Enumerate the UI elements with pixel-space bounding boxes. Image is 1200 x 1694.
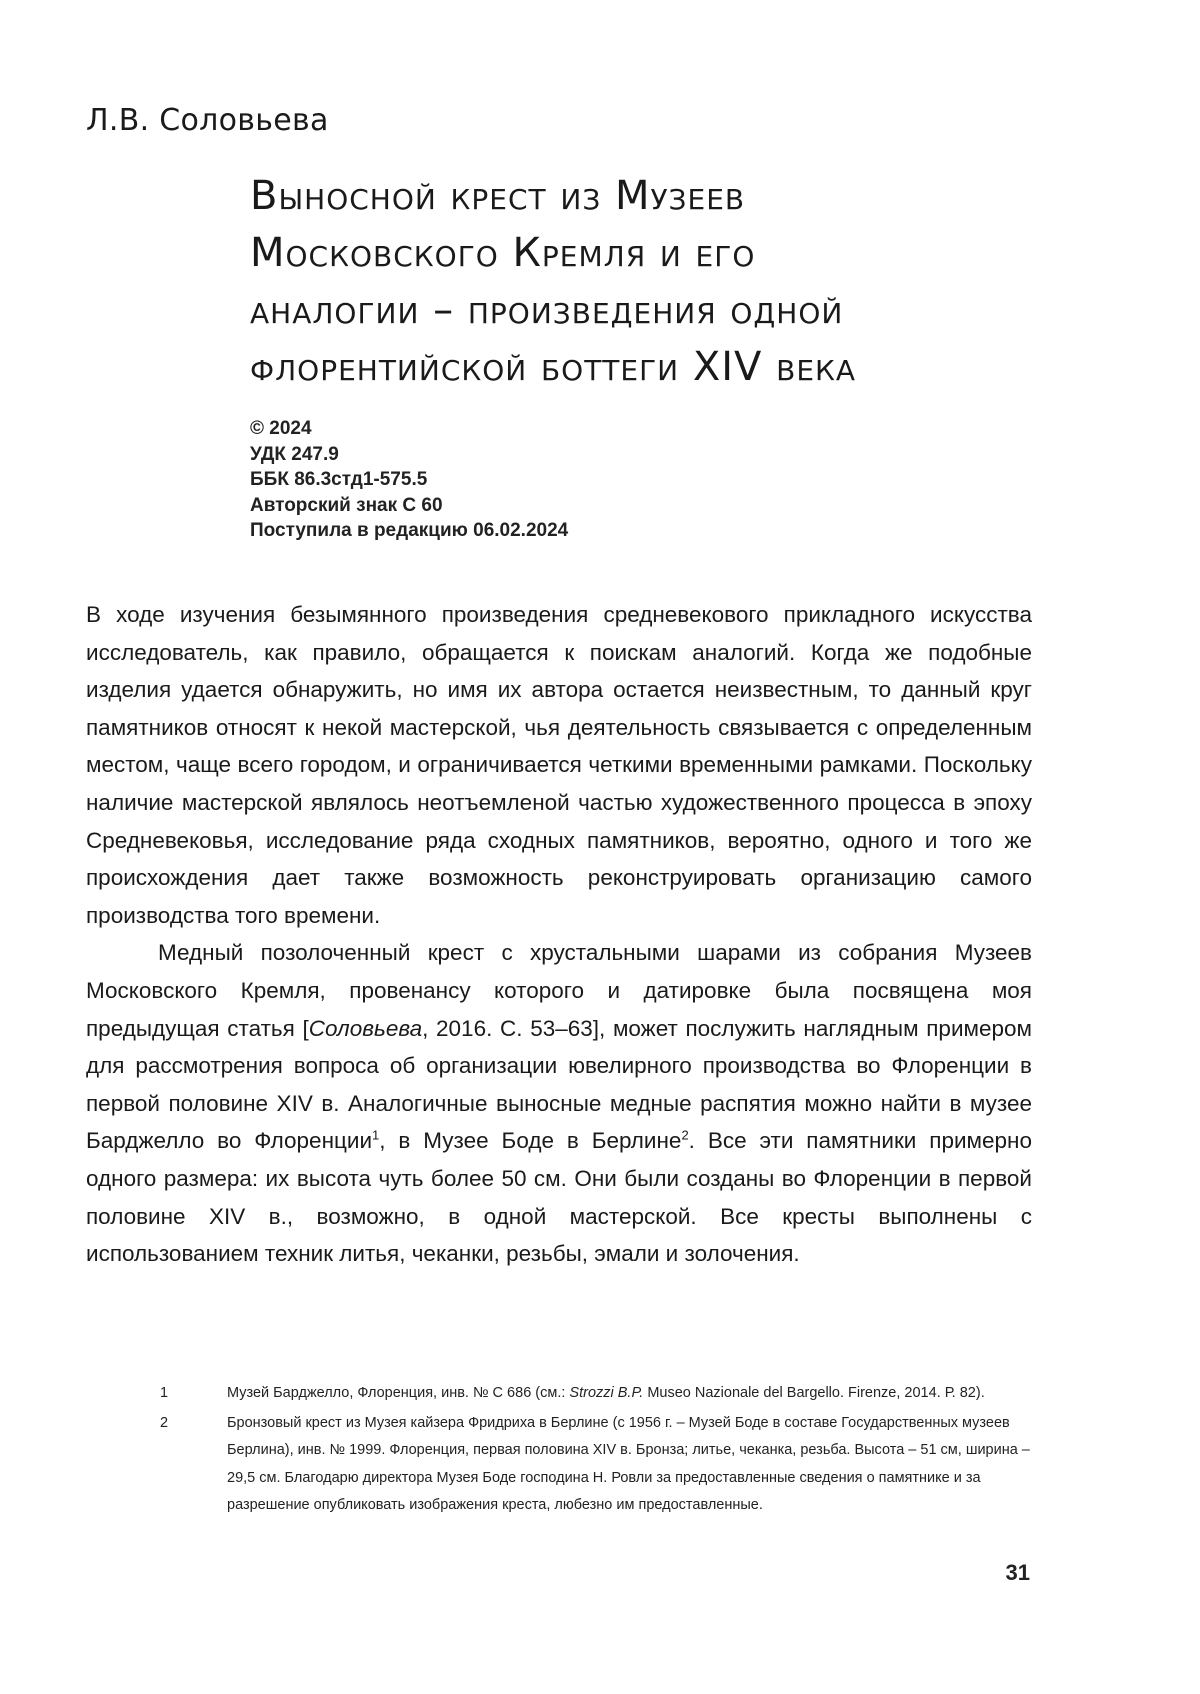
paragraph: В ходе изучения безымянного произведения средневекового прикладного искусства исследователь, как правило, обращается к поискам аналогий. Когда же подобные изделия удается обнаружить, но имя их автора остается неизвестным, то данный круг памятников относят к некой мастерской, чья деятельность связывается с определенным местом, чаще всего городом, и ограничивается четкими временными рамками. Поскольку наличие мастерской являлось неотъемленой частью художественного процесса в эпоху Средневековья, исследование ряда сходных памятников, вероятно, одного и того же происхождения дает также возможность реконструировать организацию самого производства того времени.: [86, 602, 1032, 928]
footnote: [160, 1410, 1040, 1520]
received-date-line: Поступила в редакцию 06.02.2024: [250, 520, 569, 541]
copyright-line: © 2024: [250, 418, 312, 439]
paragraph-text: . Все эти памятники примерно одного размера: их высота чуть более 50 см. Они были созданы во Флоренции в первой половине XIV в., возможно, в одной мастерской. Все кресты выполнены с использованием техник литья, чеканки, резьбы, эмали и золочения.: [86, 1128, 1032, 1267]
title-line: Московского Кремля и его: [250, 230, 756, 276]
udk-line: УДК 247.9: [250, 443, 339, 465]
paragraph-text: Медный позолоченный крест с хрустальными шарами из собрания Музеев Московского Кремля, провенансу которого и датировке была посвящена моя предыдущая статья [: [86, 940, 1032, 1041]
article-metadata: [250, 416, 568, 544]
page-number: 31: [1005, 1560, 1030, 1585]
author-name: Л.В. Соловьева: [86, 103, 329, 138]
bbk-line: ББК 86.3стд1-575.5: [250, 469, 428, 490]
citation-author: Соловьева: [308, 1015, 423, 1041]
footnote-ref[interactable]: 2: [681, 1127, 689, 1143]
footnote-ref[interactable]: 1: [372, 1127, 380, 1143]
title-line: Выносной крест из Музеев: [250, 173, 746, 219]
author-mark-line: Авторский знак С 60: [250, 494, 443, 516]
article-body: [86, 596, 1032, 1273]
title-line: аналогии – произведения одной: [250, 287, 844, 333]
paragraph-text: , в Музее Боде в Берлине: [379, 1128, 682, 1154]
paragraph: [86, 934, 1032, 1272]
footnote-number: 2: [160, 1414, 169, 1431]
footnote-text-part: Музей Барджелло, Флоренция, инв. № С 686 (см.:: [227, 1385, 570, 1401]
footnote-number: 1: [160, 1385, 169, 1401]
footnote-cited-author: Strozzi B.P.: [569, 1385, 644, 1401]
footnote-text: Бронзовый крест из Музея кайзера Фридриха в Берлине (с 1956 г. – Музей Боде в составе Государственных музеев Берлина), инв. № 1999. Флоренция, первая половина XIV в. Бронза; литье, чеканка, резьба. Высота – 51 см, ширина – 29,5 см. Благодарю директора Музея Боде господина Н. Ровли за предоставленные сведения о памятнике и за разрешение опубликовать изображения креста, любезно им предоставленные.: [227, 1414, 1030, 1513]
footnote-text: [227, 1380, 1040, 1408]
paragraph-text: , 2016. С. 53–63], может послужить наглядным примером для рассмотрения вопроса об организации ювелирного производства во Флоренции в первой половине XIV в. Аналогичные выносные медные распятия можно найти в музее Барджелло во Флоренции: [86, 1015, 1032, 1154]
footnotes: [160, 1380, 1040, 1522]
footnote: [160, 1380, 1040, 1408]
title-line: флорентийской боттеги XIV века: [250, 344, 857, 390]
article-title: [250, 168, 1070, 396]
footnote-text-part: Museo Nazionale del Bargello. Firenze, 2014. Р. 82).: [643, 1385, 985, 1401]
